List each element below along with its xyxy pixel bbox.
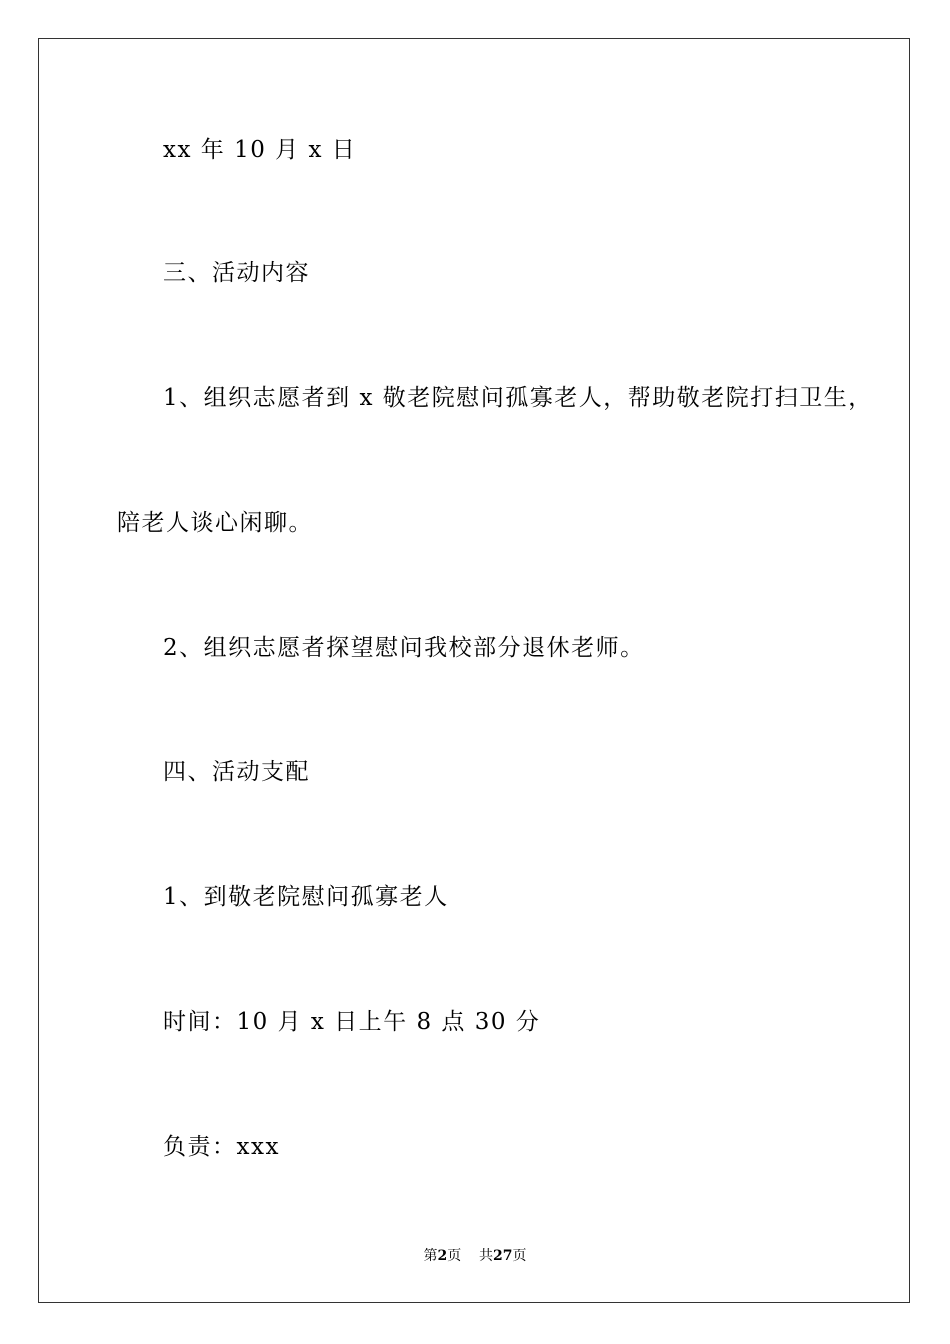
page-number: 2 xyxy=(437,1248,448,1264)
total-prefix: 共 xyxy=(479,1248,494,1264)
page-footer xyxy=(0,1247,950,1265)
page-prefix: 第 xyxy=(423,1248,438,1264)
arrangement-item-1: 1、到敬老院慰问孤寡老人 xyxy=(163,884,449,910)
section-heading-activity-content: 三、活动内容 xyxy=(163,260,310,286)
date-line: xx 年 10 月 x 日 xyxy=(163,137,357,163)
page-suffix: 页 xyxy=(447,1248,462,1264)
page-frame xyxy=(38,38,910,1303)
responsible-line: 负责：xxx xyxy=(163,1134,280,1160)
paragraph-item-2: 2、组织志愿者探望慰问我校部分退休老师。 xyxy=(163,635,645,661)
total-suffix: 页 xyxy=(512,1248,527,1264)
total-pages: 27 xyxy=(493,1248,513,1264)
paragraph-item-1-line-2: 陪老人谈心闲聊。 xyxy=(117,510,313,536)
paragraph-item-1-line-1: 1、组织志愿者到 x 敬老院慰问孤寡老人，帮助敬老院打扫卫生， xyxy=(163,385,873,411)
time-line: 时间：10 月 x 日上午 8 点 30 分 xyxy=(163,1009,541,1035)
section-heading-activity-arrangement: 四、活动支配 xyxy=(163,759,310,785)
